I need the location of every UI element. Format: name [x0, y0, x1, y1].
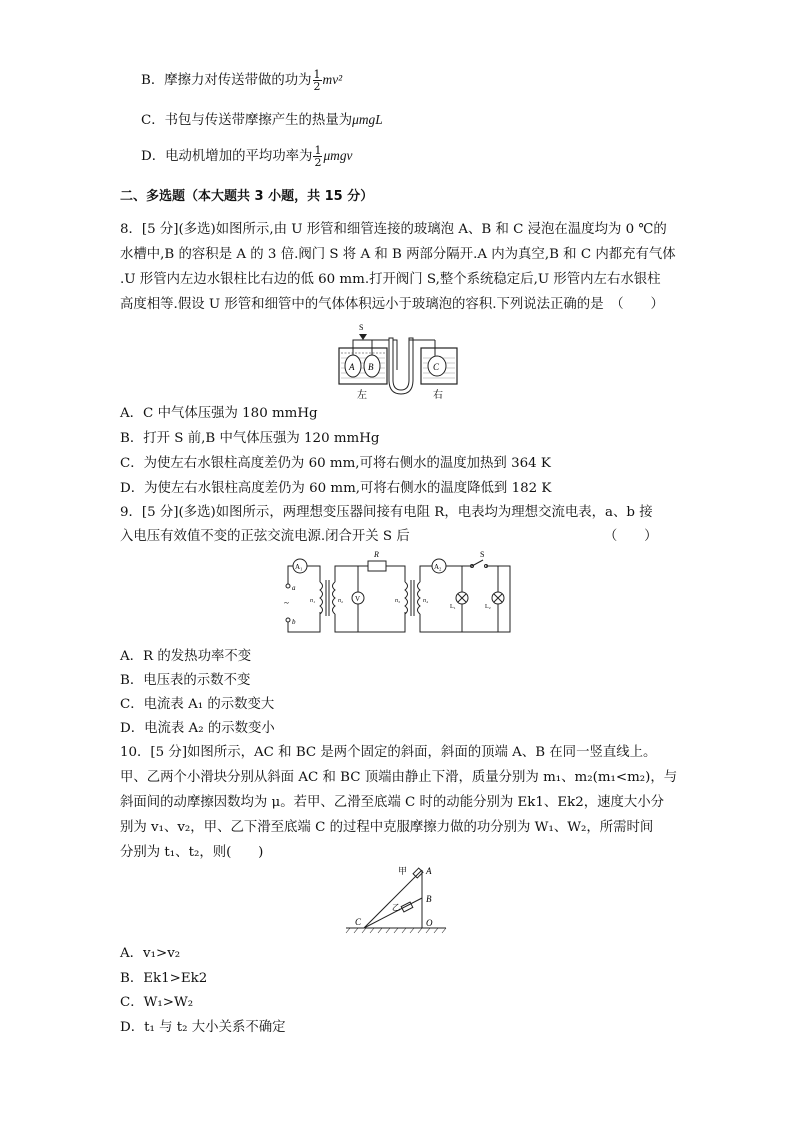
q10-option-d: D．t₁ 与 t₂ 大小关系不确定: [120, 1020, 286, 1035]
option-c-prev: C．书包与传送带摩擦产生的热量为μmgL: [141, 112, 383, 128]
bulb-c-label: C: [433, 362, 440, 372]
lamp-l1-label: L₁: [450, 604, 456, 610]
option-d-prev: D．电动机增加的平均功率为 $\frac{1}{2}$ μmgv: [141, 144, 353, 169]
q10-option-b: B．Ek1>Ek2: [120, 971, 208, 986]
block-jia-label: 甲: [398, 866, 408, 876]
voltmeter-label: V: [355, 595, 361, 603]
switch-label: S: [480, 550, 485, 559]
ammeter-a1-label: A₁: [295, 563, 303, 571]
q9-option-b: B．电压表的示数不变: [120, 673, 251, 688]
q8-line-2: 水槽中,B 的容积是 A 的 3 倍.阀门 S 将 A 和 B 两部分隔开.A 内为真空,B 和 C 内都充有气体: [120, 247, 676, 262]
left-label: 左: [357, 390, 367, 400]
q10-line-2: 甲、乙两个小滑块分别从斜面 AC 和 BC 顶端由静止下滑，质量分别为 m₁、m₂(m₁<m₂)，与: [120, 770, 678, 785]
valve-label: S: [359, 323, 364, 332]
q10-line-4: 别为 v₁、v₂，甲、乙下滑至底端 C 的过程中克服摩擦力做的功分别为 W₁、W₂，所需时间: [120, 820, 654, 835]
q8-option-b: B．打开 S 前,B 中气体压强为 120 mmHg: [120, 431, 380, 446]
q8-line-1: 8．[5 分](多选)如图所示,由 U 形管和细管连接的玻璃泡 A、B 和 C 浸泡在温度均为 0 ℃的: [120, 222, 667, 237]
q9-option-c: C．电流表 A₁ 的示数变大: [120, 697, 275, 712]
q10-line-3: 斜面间的动摩擦因数均为 μ。若甲、乙滑至底端 C 时的动能分别为 Ek1、Ek2，速度大小分: [120, 795, 665, 810]
section-heading: 二、多选题（本大题共 3 小题，共 15 分）: [120, 189, 374, 204]
point-c-label: C: [355, 917, 362, 927]
q8-option-d: D．为使左右水银柱高度差仍为 60 mm,可将右侧水的温度降低到 182 K: [120, 481, 552, 496]
option-b-prev: B．摩擦力对传送带做的功为 $\frac{1}{2}$ mv²: [141, 68, 343, 93]
q10-line-5: 分别为 t₁、t₂，则( ): [120, 845, 264, 860]
q10-option-c: C．W₁>W₂: [120, 995, 194, 1010]
bulb-b-label: B: [368, 362, 374, 372]
q10-line-1: 10．[5 分]如图所示，AC 和 BC 是两个固定的斜面，斜面的顶端 A、B 在同一竖直线上。: [120, 745, 657, 760]
fraction: $\frac{1}{2}$: [314, 144, 322, 169]
q8-option-a: A．C 中气体压强为 180 mmHg: [120, 406, 318, 421]
terminal-b-label: b: [292, 618, 296, 626]
lamp-l2-label: L₂: [485, 604, 491, 610]
q10-figure-inclines: [340, 862, 450, 940]
q9-line-2: 入电压有效值不变的正弦交流电源.闭合开关 S 后 （ ）: [120, 529, 658, 544]
point-a-label: A: [426, 866, 432, 876]
block-yi-label: 乙: [392, 903, 400, 912]
q8-option-c: C．为使左右水银柱高度差仍为 60 mm,可将右侧水的温度加热到 364 K: [120, 456, 551, 471]
ac-source-symbol: ~: [284, 598, 289, 608]
q8-line-4: 高度相等.假设 U 形管和细管中的气体体积远小于玻璃泡的容积.下列说法正确的是 （ ）: [120, 297, 664, 312]
q9-figure-circuit: [280, 548, 520, 640]
q8-line-3: .U 形管内左边水银柱比右边的低 60 mm.打开阀门 S,整个系统稳定后,U 形管内左右水银柱: [120, 272, 661, 287]
fraction: $\frac{1}{2}$: [313, 68, 321, 93]
q9-option-d: D．电流表 A₂ 的示数变小: [120, 721, 275, 736]
q8-figure-u-tube: [335, 318, 465, 400]
q9-option-a: A．R 的发热功率不变: [120, 649, 252, 664]
n1-label: n₁: [310, 598, 316, 604]
q10-option-a: A．v₁>v₂: [120, 946, 181, 961]
terminal-a-label: a: [292, 584, 296, 592]
n2-label: n₂: [338, 598, 344, 604]
ammeter-a2-label: A₂: [434, 563, 442, 571]
q9-line-1: 9．[5 分](多选)如图所示，两理想变压器间接有电阻 R，电表均为理想交流电表，a、b 接: [120, 505, 653, 520]
n3-label: n₃: [395, 598, 401, 604]
resistor-label: R: [374, 550, 379, 559]
n4-label: n₄: [423, 598, 429, 604]
point-b-label: B: [426, 894, 432, 904]
right-label: 右: [433, 390, 443, 400]
point-o-label: O: [426, 918, 433, 928]
bulb-a-label: A: [349, 362, 355, 372]
